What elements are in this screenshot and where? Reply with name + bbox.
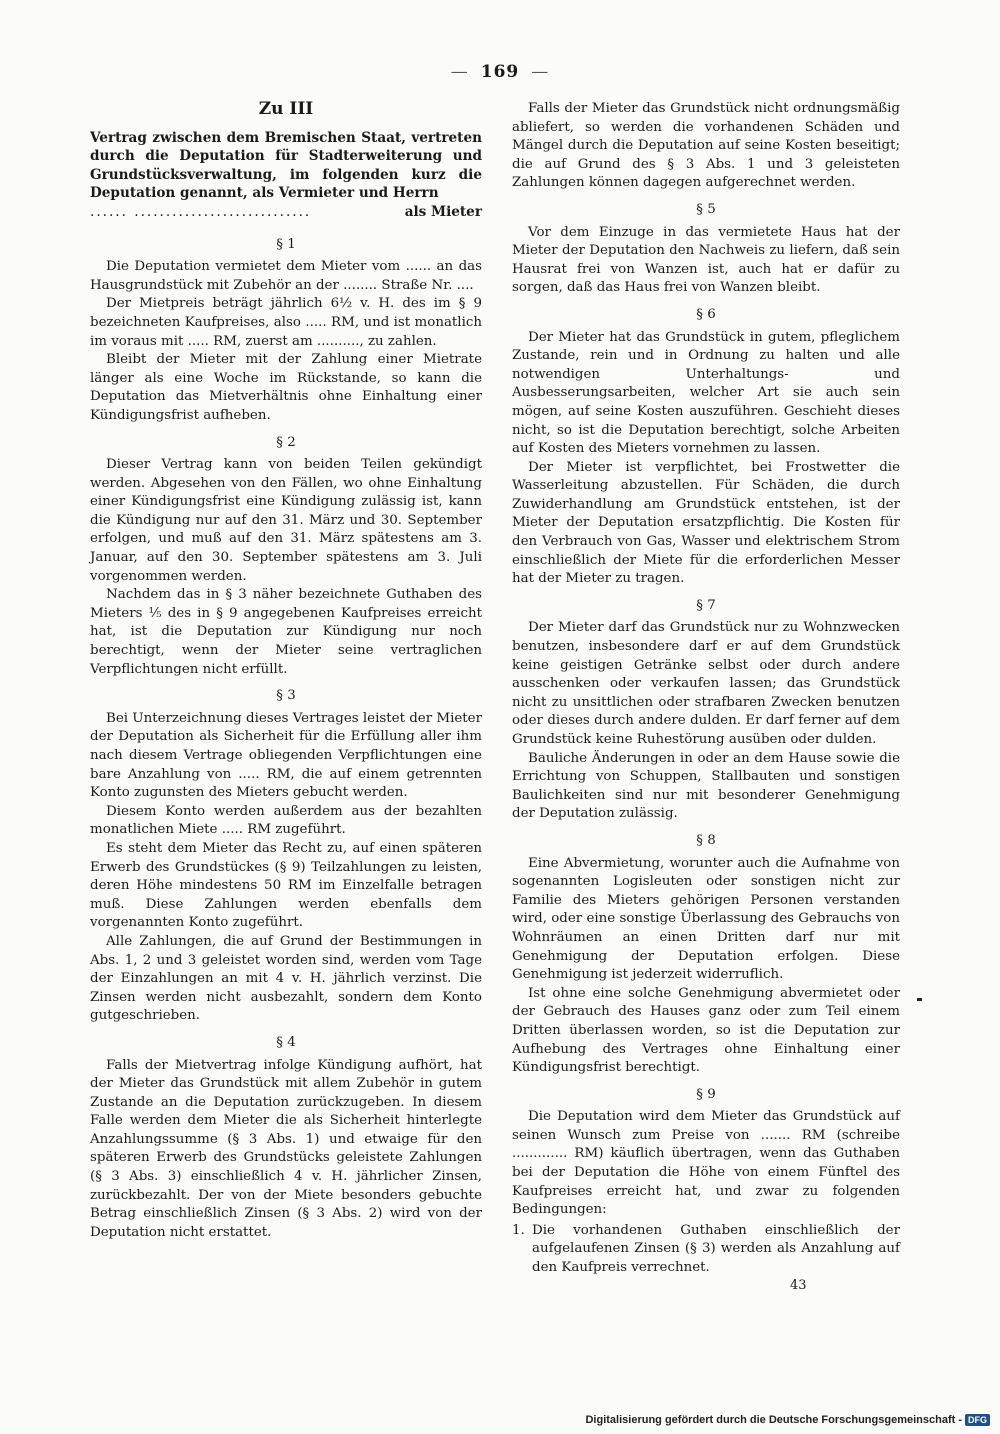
paragraph-1-text-1: Die Deputation vermietet dem Mieter vom ...... an das Hausgrundstück mit Zubehör an der ........ Straße Nr. .... [90, 259, 482, 293]
paragraph-2-text-1: Dieser Vertrag kann von beiden Teilen gekündigt werden. Abgesehen von den Fällen, wo ohne Einhaltung einer Kündigungsfrist eine Kündigung zulässig ist, kann die Kündigung nur auf den 31. März und 30. September erfolgen, und muß auf den 31. März spätestens am 3. Januar, auf den 30. September spätestens am 3. Juli vorgenommen werden. [90, 457, 482, 584]
paragraph-9-title: § 9 [696, 1086, 716, 1102]
page-number: 169 [480, 62, 520, 82]
paragraph-3-text-4: Alle Zahlungen, die auf Grund der Bestimmungen in Abs. 1, 2 und 3 geleistet worden sind, werden vom Tage der Einzahlungen an mit 4 v. H. jährlich verzinst. Die Zinsen werden nicht ausbezahlt, sondern dem Konto gutgeschrieben. [90, 933, 482, 1024]
paragraph-3-text-1: Bei Unterzeichnung dieses Vertrages leistet der Mieter der Deputation als Sicherheit für die Erfüllung aller ihm nach diesem Vertrage obliegenden Verpflichtungen eine bare Anzahlung von ..... RM, die auf einem getrennten Konto zugunsten des Mieters gebucht werden. [90, 710, 482, 801]
left-column [90, 100, 482, 1242]
paragraph-7-text-2: Bauliche Änderungen in oder an dem Hause sowie die Errichtung von Schuppen, Stallbauten und sonstigen Baulichkeiten sind nur mit besonderer Genehmigung der Deputation zulässig. [512, 750, 900, 822]
paragraph-8-text-1: Eine Abvermietung, worunter auch die Aufnahme von sogenannten Logisleuten oder sonstigen nicht zur Familie des Mieters gehörigen Personen verstanden wird, oder eine sonstige Überlassung des Gebrauchs von Wohnräumen an einen Dritten darf nur mit Genehmigung der Deputation erfolgen. Diese Genehmigung ist jederzeit widerruflich. [512, 855, 900, 983]
digitization-footer [585, 1414, 990, 1426]
contract-title-dots: ...... ............................ [90, 203, 312, 220]
list-item-text: Die vorhandenen Guthaben einschließlich der aufgelaufenen Zinsen (§ 3) werden als Anzahlung auf den Kaufpreis verrechnet. [532, 1222, 900, 1276]
paragraph-6-text-2: Der Mieter ist verpflichtet, bei Frostwetter die Wasserleitung abzustellen. Für Schäden, die durch Zuwiderhandlung am Grundstück entstehen, ist der Mieter der Deputation ersatzpflichtig. Die Kosten für den Verbrauch von Gas, Wasser und elektrischem Strom einschließlich der Miete für die erforderlichen Messer hat der Mieter zu tragen. [512, 459, 900, 587]
paragraph-3-title: § 3 [276, 688, 296, 704]
paragraph-4-text-2: Falls der Mieter das Grundstück nicht ordnungsmäßig abliefert, so werden die vorhandenen Schäden und Mängel durch die Deputation auf seine Kosten beseitigt; die auf Grund des § 3 Abs. 1 und 3 geleisteten Zahlungen können dagegen aufgerechnet werden. [512, 101, 900, 191]
paragraph-8-text-2: Ist ohne eine solche Genehmigung abvermietet oder der Gebrauch des Hauses ganz oder zum Teil einem Dritten überlassen worden, so ist die Deputation zur Aufhebung des Vertrages ohne Einhaltung einer Kündigungsfrist berechtigt. [512, 985, 900, 1076]
paragraph-2-title: § 2 [276, 434, 296, 450]
paragraph-2-text-2: Nachdem das in § 3 näher bezeichnete Guthaben des Mieters ⅕ des in § 9 angegebenen Kaufpreises erreicht hat, ist die Deputation zur Kündigung nur noch berechtigt, wenn der Mieter seine vertraglichen Verpflichtungen nicht erfüllt. [90, 587, 482, 677]
paragraph-4-text-1: Falls der Mietvertrag infolge Kündigung aufhört, hat der Mieter das Grundstück mit allem Zubehör in gutem Zustande an die Deputation zurückzugeben. In diesem Falle werden dem Mieter die als Sicherheit hinterlegte Anzahlungssumme (§ 3 Abs. 1) und etwaige für den späteren Erwerb des Grundstücks geleistete Zahlungen (§ 3 Abs. 3) einschließlich 4 v. H. jährlicher Zinsen, zurückbezahlt. Der von der Miete besonders gebuchte Betrag einschließlich Zinsen (§ 3 Abs. 2) wird von der Deputation nicht erstattet. [90, 1057, 482, 1240]
contract-title-text: Vertrag zwischen dem Bremischen Staat, vertreten durch die Deputation für Stadterweiterung und Grundstücksverwaltung, im folgenden kurz die Deputation genannt, als Vermieter und Herrn [90, 129, 482, 202]
dfg-logo-icon: DFG [965, 1414, 990, 1426]
sheet-number: 43 [790, 1278, 807, 1293]
list-item [512, 1222, 900, 1278]
contract-title-last-line [90, 203, 482, 222]
page-number-dash-left: — [450, 62, 469, 82]
scan-mark [917, 998, 922, 1001]
paragraph-5-title: § 5 [696, 201, 716, 217]
list-item-number: 1. [512, 1222, 525, 1238]
footer-text: Digitalisierung gefördert durch die Deutsche Forschungsgemeinschaft - [585, 1414, 962, 1426]
paragraph-1-text-2: Der Mietpreis beträgt jährlich 6½ v. H. des im § 9 bezeichneten Kaufpreises, also ..... RM, und ist monatlich im voraus mit ..... RM, zuerst am .........., zu zahlen. [90, 296, 482, 349]
paragraph-7-text-1: Der Mieter darf das Grundstück nur zu Wohnzwecken benutzen, insbesondere darf er auf dem Grundstück keine geistigen Getränke selbst oder durch andere ausschenken oder verkaufen lassen; das Grundstück nicht zu unsittlichen oder strafbaren Zwecken benutzen oder dieses durch andere dulden. Er darf ferner auf dem Grundstück keine Ruhestörung ausüben oder dulden. [512, 620, 900, 747]
contract-title [90, 129, 482, 222]
paragraph-5-text-1: Vor dem Einzuge in das vermietete Haus hat der Mieter der Deputation den Nachweis zu liefern, daß sein Hausrat frei von Wanzen ist, auch hat er dafür zu sorgen, daß das Haus frei von Wanzen bleibt. [512, 224, 900, 296]
paragraph-6-text-1: Der Mieter hat das Grundstück in gutem, pfleglichem Zustande, rein und in Ordnung zu halten und alle notwendigen Unterhaltungs- und Ausbesserungsarbeiten, welcher Art sie auch sein mögen, auf seine Kosten auszuführen. Geschieht dieses nicht, so ist die Deputation berechtigt, solche Arbeiten auf Kosten des Mieters vornehmen zu lassen. [512, 329, 900, 457]
paragraph-6-title: § 6 [696, 306, 716, 322]
paragraph-7-title: § 7 [696, 597, 716, 613]
paragraph-8-title: § 8 [696, 832, 716, 848]
paragraph-9-text-1: Die Deputation wird dem Mieter das Grundstück auf seinen Wunsch zum Preise von ....... RM (schreibe ............. RM) käuflich übertragen, wenn das Guthaben bei der Deputation die Höhe von einem Fünftel des Kaufpreises erreicht hat, und zwar zu folgenden Bedingungen: [512, 1109, 900, 1218]
section-heading: Zu III [258, 99, 314, 119]
contract-title-end: als Mieter [404, 203, 482, 220]
right-column [512, 100, 900, 1278]
page-number-line [0, 62, 1000, 82]
paragraph-3-text-2: Diesem Konto werden außerdem aus der bezahlten monatlichen Miete ..... RM zugeführt. [90, 803, 482, 838]
page-number-dash-right: — [531, 62, 550, 82]
paragraph-3-text-3: Es steht dem Mieter das Recht zu, auf einen späteren Erwerb des Grundstückes (§ 9) Teilzahlungen zu leisten, deren Höhe mindestens 50 RM im Einzelfalle betragen muß. Diese Zahlungen werden ebenfalls dem vorgenannten Konto zugeführt. [90, 840, 482, 931]
paragraph-4-title: § 4 [276, 1034, 296, 1050]
paragraph-1-text-3: Bleibt der Mieter mit der Zahlung einer Mietrate länger als eine Woche im Rückstande, so kann die Deputation das Mietverhältnis ohne Einhaltung einer Kündigungsfrist aufheben. [90, 352, 482, 423]
paragraph-1-title: § 1 [276, 236, 296, 252]
